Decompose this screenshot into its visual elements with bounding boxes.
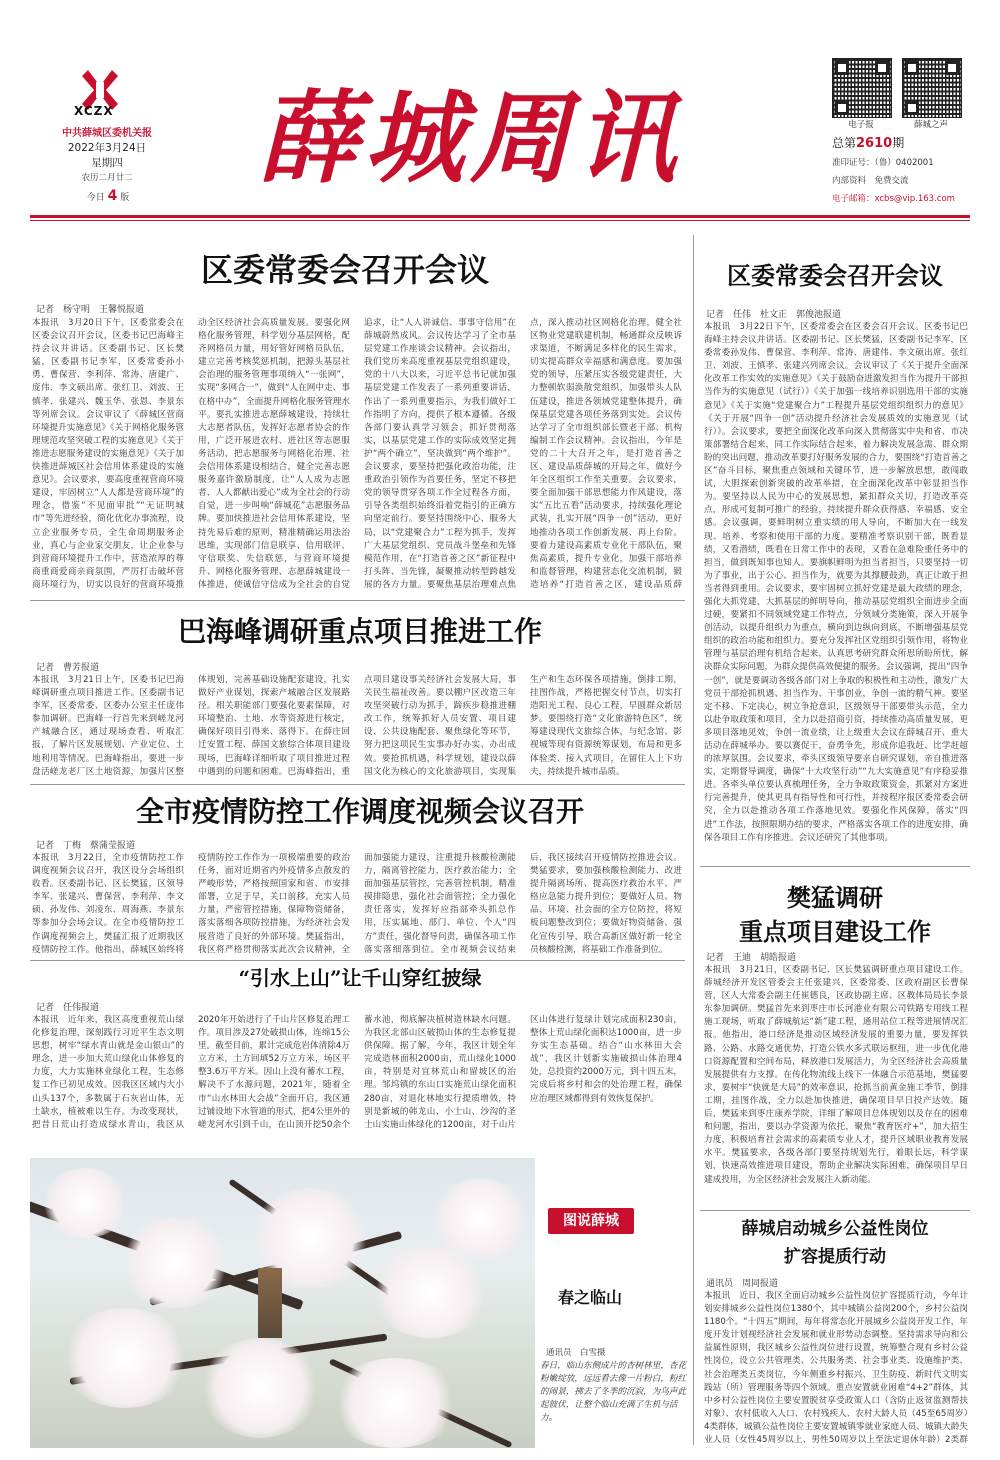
byline-a3: 记者 丁梅 蔡蒲莹报道 [36,841,136,851]
issue-number: 总第2610期 [832,136,905,151]
photo-byline: 通讯员 白雪摄 [546,1348,606,1358]
headline-standing-committee-b[interactable]: 区委常委会召开会议 [727,262,943,290]
byline-b1: 记者 任伟 杜文正 郭俊池报道 [706,310,842,320]
qr-code-xuecheng-voice[interactable] [902,58,962,118]
byline-a4: 记者 任伟报道 [36,1003,100,1013]
headline-fan-meng-research-line2[interactable]: 重点项目建设工作 [739,918,931,946]
divider-a2 [30,784,685,785]
sponsor: 中共薛城区委机关报 [62,128,152,139]
article-body-a3: 本报讯 3月22日，全市疫情防控工作调度视频会议召开，我区设分会场组织收看。区委副书记、区长樊猛，区领导李军、张建兴、曹保营、李利萍、李文硕、孙发伟、刘凌东、周海燕、李景东等参加分会场会议。在全市疫情防控工作调度视频会上，樊猛汇报了近期我区疫情防控工作。他指出，薛城区始终将疫情防控工作作为一项极端重要的政治任务，面对近期省内外疫情多点散发的严峻形势，严格按照国家和省、市安排部署，立足于早，关口前移，充实人员力量，严密管控措施，保障物资储备，落实落细各项防控措施，为经济社会发展营造了良好的外部环境。樊猛指出，我区将严格贯彻落实此次会议精神，全面加强能力建设，注重提升核酸检测能力，隔离管控能力，医疗救治能力；全面加强基层管控，完善管控机制，精准摸排隐患，强化社会面管控；全力强化责任落实，发挥好应指部牵头抓总作用，压实属地、部门、单位、个人“四方”责任，强化督导问责，确保各项工作落实落细落到位。全市视频会议结束后，我区接续召开疫情防控推进会议。樊猛要求，要加强核酸检测能力、改进提升隔离场所、提高医疗救治水平、严格应急能力提升到位；要做好人员、物品、环境、社会面的全方位防控，将短板问题整改到位；要做好物资储备、强化宣传引导，联合高新区做好新一轮全员核酸检测，将基础工作准备到位。 [32,853,682,955]
spring-blossom-photo[interactable] [30,1158,535,1448]
divider-a1 [30,600,685,601]
headline-ba-haifeng-research[interactable]: 巴海峰调研重点项目推进工作 [177,615,542,648]
masthead-title: 薛城周讯 [258,79,682,197]
lunar-date: 农历二月廿二 [81,173,133,183]
qr2-label: 薛城之声 [913,120,948,130]
issue-date: 2022年3月24日 [67,142,147,154]
article-body-b2: 本报讯 3月21日，区委副书记、区长樊猛调研重点项目建设工作。薛城经济开发区管委会主任张建兴，区委常委、区政府副区长曹保营，区人大常委会副主任崔德良，区政协副主席、区教体局局长李景东参加调研。樊猛首先来到枣庄市长河港业有限公司铁路专用线工程施工现场，听取了薛城航运“新”建工程，通用站位工程等进展情况汇报。他指出，港口经济是推动区域经济发展的重要力量，要发挥铁路、公路、水路交通优势，打造公铁水多式联运枢纽，进一步优化港口资源配置和空间布局，释放港口发展活力，为全区经济社会高质量发展提供有力支撑。在传化物流线上线下一体融合示范基地，樊猛要求，要树牢“快就是大局”的效率意识，抢抓当前黄金施工季节，倒排工期，挂图作战，全力以赴加快推进，确保项目早日投产达效。随后，樊猛来到枣庄康养学院，详细了解项目总体规划以及存在的困难和问题，指出，要以办学资源为依托，聚焦“教育医疗+”，加大招生力度，积极培育社会需求的高素质专业人才，提升区域职业教育发展水平。樊猛要求，各级各部门要坚持规划先行，着眼长远，科学谋划，快速高效推进项目建设，帮助企业解决实际困难，确保项目早日建成投用，为全区经济社会发展注入新动能。 [704,965,968,1185]
weekday: 星期四 [91,157,123,169]
divider-b2 [700,1210,970,1211]
qr1-label: 电子报 [848,120,874,130]
photo-title: 春之临山 [557,1288,622,1307]
logo-text: XCZX [74,104,114,118]
masthead-rule-thin [30,220,970,221]
page-count: 今日 4 版 [86,188,130,204]
byline-a1: 记者 杨守明 王馨悦报道 [36,305,145,315]
masthead-rule [30,215,970,218]
headline-standing-committee-a[interactable]: 区委常委会召开会议 [200,251,489,289]
contact-email: 电子邮箱：xcbs@vip.163.com [832,194,955,204]
byline-a2: 记者 曹芳报道 [36,663,100,673]
article-body-a2: 本报讯 3月21日上午，区委书记巴海峰调研重点项目推进工作。区委副书记李军，区委常委、区委办公室主任庞伟参加调研。巴海峰一行首先来到嵯龙河产城融合区，通过现场查看、听取汇报，了解片区发展规划、产业定位、土地利用等情况。巴海峰指出，要进一步盘活嵯龙老厂区土地资源，加强片区整体规划，完善基础设施配套建设，扎实做好产业谋划，探索产城融合区发展路径。相关职能部门要强化要素保障，对环境整治、土地、水等资源进行核定，确保好项目引得来、落得下。在薛庄回迁安置工程、薛国文旅综合体项目建设现场，巴海峰详细听取了项目推进过程中遇到的问题和困难。巴海峰指出，重点项目建设事关经济社会发展大局，事关民生福祉改善。要以棚户区改造三年攻坚突破行动为抓手，蹄疾步稳推进棚改工作，统筹抓好人员安置、项目建设、公共设施配套、聚焦绿化等环节，努力把这项民生实事办好办实、办出成效。要抢抓机遇，科学规划，建设以薛国文化为核心的文化旅游项目，实现集生产和生态环保各项措施，倒排工期，挂图作战，严格把握交付节点，切实打造阳光工程、良心工程，早圆群众新居梦。要围绕打造“文化旅游特色区”，统筹建设现代文旅综合体，与纪念馆、影视城等现有资源统筹谋划，布局和更多体验类、接入式项目，在留住人上下功夫，持续提升城市品质。 [32,675,682,777]
headline-public-welfare-jobs-line1[interactable]: 薛城启动城乡公益性岗位 [741,1219,929,1239]
column-divider [693,235,694,1445]
free-info: 内部资料 免费交流 [832,176,909,186]
byline-b2: 记者 王迪 胡皓报道 [706,953,797,963]
article-body-b1: 本报讯 3月22日下午，区委常委会在区委会召开会议。区委书记巴海峰主持会议并讲话。区委副书记、区长樊猛，区委副书记李军，区委常委孙发伟、曹保营、李利萍、常涛、唐建伟、李文硕出席。张红卫、刘波、王慎孝、张建兴列席会议。会议审议了《关于提升全面深化改革工作实效的实施意见》《关于鼓励奋进激发担当作为提升干部担当作为的实施意见（试行）》《关于加强一线培养识别选用干部的实施意见》《关于实施“党建聚合力”工程提升基层党组织组织力的意见》《关于开展“四争一创”活动提升经济社会发展质效的实施意见（试行）》。会议要求，要把全面深化改革向深入贯彻落实中央和省、市决策部署结合起来，同工作实际结合起来，着力解决发展急需、群众期盼的突出问题，推动改革要打好服务发展的合力，要围绕“打造首善之区”奋斗目标，聚焦重点领域和关键环节，进一步解放思想，敢闯敢试，大胆探索创新突破的改革举措，在全面深化改革中彰显担当作为。要坚持以人民为中心的发展思想，紧扣群众关切，打造改革亮点，形成可复制可推广的经验，持续提升群众获得感、幸福感、安全感。会议强调，要鲜明树立重实绩的用人导向，不断加大在一线发现、培养、考察和使用干部的力度。要精准考察识别干部，既看显绩，又看潜绩，既看在日常工作中的表现，又看在急难险重任务中的担当，做到既知事也知人。要旗帜鲜明为担当者担当，只要坚持一切为了事业，出于公心、担当作为，就要为其撑腰鼓劲，真正让敢于担当者得到重用。会议要求，要牢固树立抓好党建是最大政绩的理念，强化大抓党建，大抓基层的鲜明导向，推动基层党组织全面进步全面过硬，要紧扣不同领域党建工作特点，分领域分类施策，深入开展争创活动，以提升组织力为重点，横向到边纵向到底，不断增强基层党组织的政治功能和组织力。要充分发挥社区党组织引领作用，将物业管理与基层治理有机结合起来，认真思考研究群众所思所盼所忧，解决群众实际问题，为群众提供高效便捷的服务。会议强调，提出“四争一创”，就是要调动各级各部门对上争取的积极性和主动性，激发广大党员干部抢抓机遇、担当作为、干事创业，争创一流的精气神。要坚定不移、下定决心，树立争抢意识，区级领导干部要带头示范，全力以赴争取政策和项目，全力以赴招商引资，持续推动高质量发展，更多项目落地见效，争创一流业绩，让上级重大会议在薛城召开、重大活动在薛城举办。要以赛促干，奋勇争先，形成你追我赶、比学赶超的浓厚氛围。会议要求，牵头区级领导要亲自研究谋划，亲自推进落实，定期督导调度，确保“十大攻坚行动”“九大实施意见”有序稳妥推进。各牵头单位要认真梳理任务，全力争取政策资金，抓紧对方案进行完善提升，使其更具有指导性和可行性，并按程序报区委常委会研究，全力以赴推动各项工作落地见效。要强化作风保障，落实“四进”工作法，按照限期办结的要求，严格落实各项工作的进度安排，确保各项目工作有序推进。会议还研究了其他事项。 [704,322,968,843]
headline-fan-meng-research-line1[interactable]: 樊猛调研 [787,884,883,912]
byline-b3: 通讯员 周同报道 [706,1279,779,1289]
headline-water-uphill[interactable]: “引水上山”让千山穿红披绿 [238,966,482,990]
photo-caption: 春日，临山东侧成片的杏树林里，杏花粉嫩绽放，远远看去像一片粉白，粉红的闹景，拂去了冬季的沉寂，为鸟声此起彼伏，让整个临山充满了生机与活力。 [540,1361,687,1423]
headline-epidemic-video-conference[interactable]: 全市疫情防控工作调度视频会议召开 [135,795,584,828]
article-body-a1: 本报讯 3月20日下午，区委常委会在区委会议召开会议，区委书记巴海峰主持会议并讲话。区委副书记、区长樊猛，区委副书记李军，区委常委孙小勇、曹保营、李利萍、常涛、唐建广、庞伟、李文硕出席。张红卫、刘波、王慎孝、张建兴、魏玉华、张恩、李景东等列席会议。会议审议了《薛城区营商环境提升实施意见》《关于网格化服务管理规范攻坚突破工程的实施意见》《关于推进志愿服务建设的实施意见》《关于加快推进薛城区社会信用体系建设的实施意见》。会议要求，要高度重视营商环境建设，牢固树立“人人都是营商环境”的理念，借鉴“不见面审批”“无证明城市”等先进经验，简化优化办事流程，设立企业服务专员，全生命周期服务企业，真心与企业家交朋友，让企业参与到营商环境提升工作中，营造浓厚的尊商重商爱商亲商氛围，严厉打击破坏营商环境行为，切实以良好的营商环境推动全区经济社会高质量发展。要强化网格化服务管理，科学划分基层网格，配齐网格员力量，用好管好网格员队伍，建立完善考核奖惩机制，把源头基层社会治理的服务管理事项纳入“一张网”，实现“多网合一”，做到“人在网中走、事在格中办”，全面提升网格化服务管理水平。要扎实推进志愿薛城建设，持续壮大志愿者队伍，发挥好志愿者协会的作用，广泛开展进农村、进社区等志愿服务活动，把志愿服务与网格化治理、社会信用体系建设相结合，健全完善志愿服务嘉许激励制度，让“人人成为志愿者、人人都献出爱心”成为全社会的行动自觉，进一步叫响“薛城花”志愿服务品牌。要加快推进社会信用体系建设，坚持先易后难的原则，精准精确运用法治思维，实现部门信息联享、信用联评、守信联奖、失信联惩，与营商环境提升、网格化服务管理、志愿薛城建设一体推进，使诚信守信成为全社会的自觉追求，让“人人讲诚信、事事守信用”在薛城蔚然成风。会议传达学习了全市基层党建工作座谈会议精神。会议指出，我们党历来高度重视基层党组织建设，党的十八大以来，习近平总书记就加强基层党建工作发表了一系列重要讲话，作出了一系列重要指示，为我们做好工作指明了方向，提供了根本遵循。各级各部门要认真学习领会，抓好贯彻落实，以基层党建工作的实际成效坚定拥护“两个确立”，坚决做到“两个维护”。会议要求，要坚持把强化政治功能，注重政治引领作为首要任务，坚定不移把党的领导贯穿各项工作全过程各方面，引导各类组织始终沿着党指引的正确方向坚定前行。要坚持围绕中心、服务大局，以“党建聚合力”工程为抓手，发挥广大基层党组织、党员战斗堡垒和先锋模范作用，在“打造首善之区”新征程中打头阵、当先锋，凝聚推动转型跨越发展的各方力量。要聚焦基层治理难点焦点，深入推动社区网格化治理，健全社区物业党建联建机制，畅通群众反映诉求渠道，不断满足多样化的民生需求，切实提高群众幸福感和满意度。要加强党的领导，压紧压实各级党建责任，大力整顿软弱涣散党组织，加强带头人队伍建设，推进各领域党建整体提升，确保基层党建各项任务落到实处。会议传达学习了全市组织部长暨老干部、机构编制工作会议精神。会议指出，今年是党的二十大召开之年，是打造首善之区、建设品质薛城的开局之年，做好今年全区组织工作至关重要。会议要求，要全面加强干部思想能力作风建设，落实“五比五看”活动要求，持续强化理论武装，扎实开展“四争一创”活动，更好地推动各项工作创新发展、再上台阶。要着力建设高素质专业化干部队伍，聚焦高素质，提升专业化，加强干部培养和监督管理，构建营态化交流机制，锻造培养“打造首善之区，建设品质薛 [32,318,682,590]
pagoda-in-photo [258,1268,282,1338]
divider-a3 [30,960,685,961]
divider-b1 [700,866,970,867]
print-permit: 准印证号：（鲁）0402001 [832,158,934,168]
article-body-a4: 本报讯 近年来，我区高度重视荒山绿化修复治理，深刻践行习近平生态文明思想，树牢“绿水青山就是金山银山”的理念，进一步加大荒山绿化山体修复的力度，大力实施林业绿化工程，生态修复工作已初见成效。因我区区域内大小山头137个，多数属于石灰岩山体，无土缺水，植被难以生存。为改变现状，把昔日荒山打造成绿水青山，我区从2020年开始进行了千山片区修复治理工作。项目涉及27处破损山体，连绵15公里。截至目前，累计完成危岩体清除4万立方米，土方回填52万立方米，场区平整3.6万平方米。因山上没有蓄水工程，解决不了水源问题，2021年，随着全市“山水林田大会战”全面开启，我区通过铺设地下水管道的形式，把4公里外的嵯龙河水引到千山，在山顶开挖50余个蓄水池，彻底解决植树造林缺水问题。为我区北部山区破损山体的生态修复提供保障。据了解，今年，我区计划全年完成造林面积2000亩，荒山绿化1000亩，特别是对宜林荒山和留坡区的治理。邹坞镇的东山口实施荒山绿化面积280亩，对退化林地实行提质增效，特别是新城的韩龙山、小士山、沙沟的圣士山实施山体绿化的1200亩，对千山片区山体进行复绿计划完成面积230亩，整体上荒山绿化面积达1000亩，进一步夯实生态基础。结合“山水林田大会战”，我区计划新实施破损山体治理4处，总投资约2000万元，到十四五末，完成后将乡村和会的处治理工程，确保应治理区域都得到有效恢复保护。 [32,1015,682,1130]
section-tag-picture: 图说薛城 [548,1208,634,1234]
headline-public-welfare-jobs-line2[interactable]: 扩容提质行动 [784,1247,886,1267]
article-body-b3: 本报讯 近日，我区全面启动城乡公益性岗位扩容提质行动，今年计划安排城乡公益性岗位1380个，其中城镇公益岗200个，乡村公益岗1180个。“十四五”期间，每年将常态化开展城乡公益岗开发工作，年度开发计划视经济社会发展和就业形势动态调整。坚持需求导向和公益属性原则，我区城乡公益性岗位进行设置，统筹整合现有乡村公益性岗位，设立公共管理类、公共服务类、社会事业类、设施维护类、社会治理类五类岗位，今年侧重乡村振兴、卫生防疫、新时代文明实践站（所）管理服务等四个领域。重点安置就业困难“4+2”群体，其中乡村公益性岗位主要安置脱贫享受政策人口（含防止返贫监测帮扶对象）、农村低收入人口、农村残疾人、农村大龄人员（45至65周岁）4类群体，城镇公益性岗位主要安置城镇零就业家庭人员、城镇大龄失业人员（女性45周岁以上、男性50周岁以上至法定退休年龄）2类群 [704,1291,968,1446]
qr-code-e-paper[interactable] [832,58,892,118]
